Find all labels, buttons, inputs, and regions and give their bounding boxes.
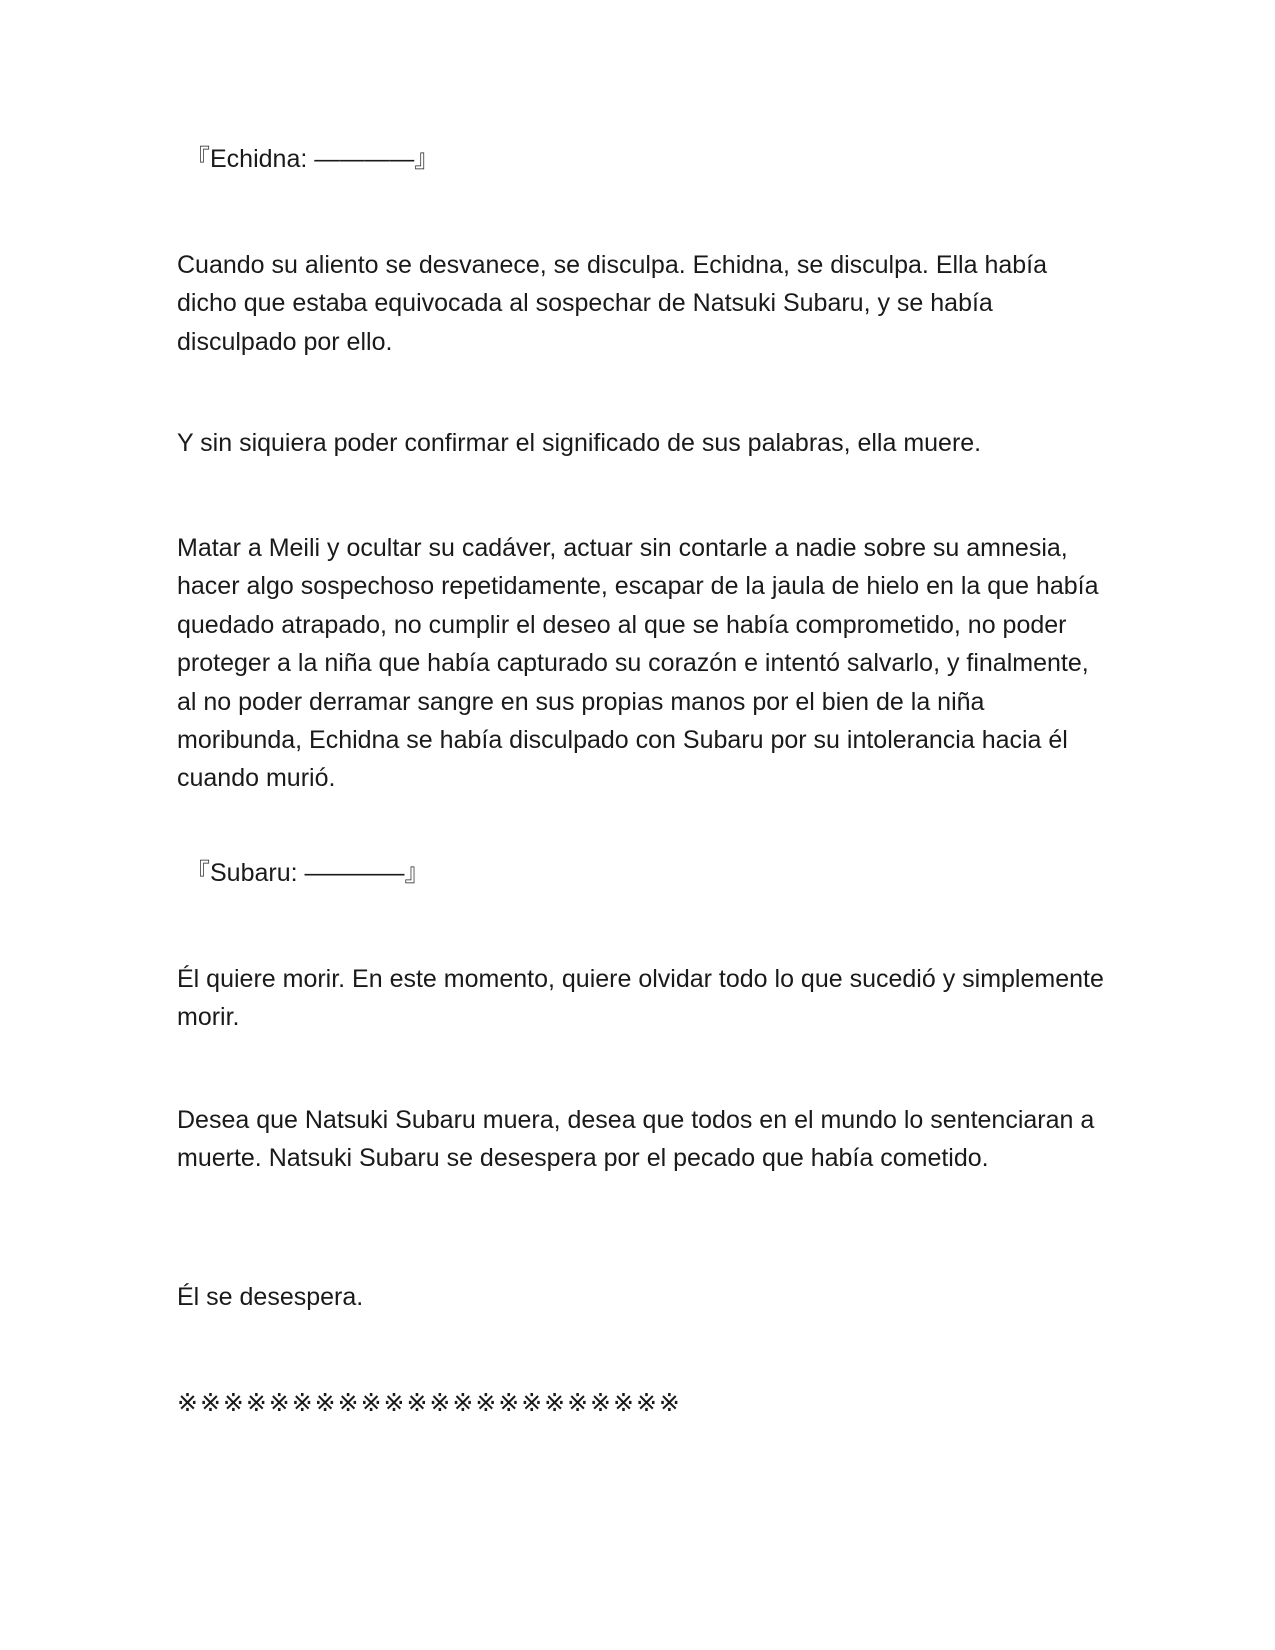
paragraph-despair: Desea que Natsuki Subaru muera, desea que todos en el mundo lo sentenciaran a muerte. Natsuki Subaru se desespera por el pecado que había cometido.: [177, 1106, 1095, 1173]
paragraph-he-despairs: Él se desespera.: [177, 1283, 364, 1311]
paragraph-wants-to-die: Él quiere morir. En este momento, quiere olvidar todo lo que sucedió y simplemente morir.: [177, 965, 1104, 1032]
dialogue-subaru: 『Subaru: ————』: [185, 859, 430, 887]
paragraph-apology: Cuando su aliento se desvanece, se disculpa. Echidna, se disculpa. Ella había dicho que estaba equivocada al sospechar de Natsuki Subaru, y se había disculpado por ello.: [177, 251, 1048, 356]
section-separator: ※※※※※※※※※※※※※※※※※※※※※※: [177, 1388, 682, 1417]
paragraph-list-of-deeds: Matar a Meili y ocultar su cadáver, actuar sin contarle a nadie sobre su amnesia, hacer algo sospechoso repetidamente, escapar de la jaula de hielo en la que había quedado atrapado, no cumplir el deseo al que se había comprometido, no poder proteger a la niña que había capturado su corazón e intentó salvarlo, y finalmente, al no poder derramar sangre en sus propias manos por el bien de la niña moribunda, Echidna se había disculpado con Subaru por su intolerancia hacia él cuando murió.: [177, 534, 1099, 793]
paragraph-she-dies: Y sin siquiera poder confirmar el significado de sus palabras, ella muere.: [177, 429, 982, 457]
document-page: [177, 0, 1107, 1650]
dialogue-echidna: 『Echidna: ————』: [185, 145, 440, 173]
